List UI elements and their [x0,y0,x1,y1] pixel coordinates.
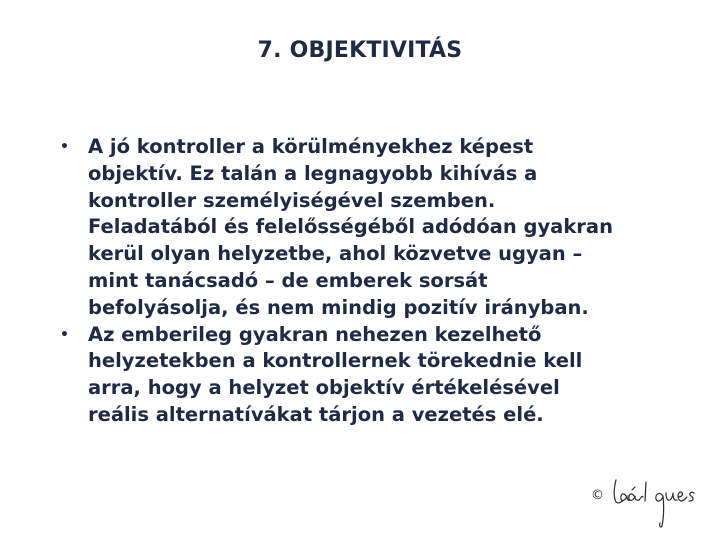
bullet-line: Az emberileg gyakran nehezen kezelhető [88,322,542,346]
bullet-line: objektív. Ez talán a legnagyobb kihívás a [88,161,538,185]
bullet-line: Feladatából és felelősségéből adódóan gyakran [88,215,613,239]
bullet-item [58,134,698,322]
bullet-list [58,134,698,429]
bullet-line: helyzetekben a kontrollernek törekednie kell [88,349,583,373]
bullet-line: kontroller személyiségével szemben. [88,188,496,212]
bullet-item [58,322,698,429]
copyright-icon: © [591,488,604,503]
bullet-line: befolyásolja, és nem mindig pozitív irányban. [88,295,589,319]
bullet-line: arra, hogy a helyzet objektív értékelésével [88,376,560,400]
bullet-dot-icon: • [60,139,69,155]
bullet-line: A jó kontroller a körülményekhez képest [88,135,534,158]
bullet-line: reális alternatívákat tárjon a vezetés elé. [88,402,544,426]
slide-title: 7. OBJEKTIVITÁS [257,38,463,63]
signature-image [608,470,712,530]
bullet-line: mint tanácsadó – de emberek sorsát [88,268,488,292]
bullet-line: kerül olyan helyzetbe, ahol közvetve ugyan – [88,242,583,266]
bullet-dot-icon: • [60,326,69,343]
